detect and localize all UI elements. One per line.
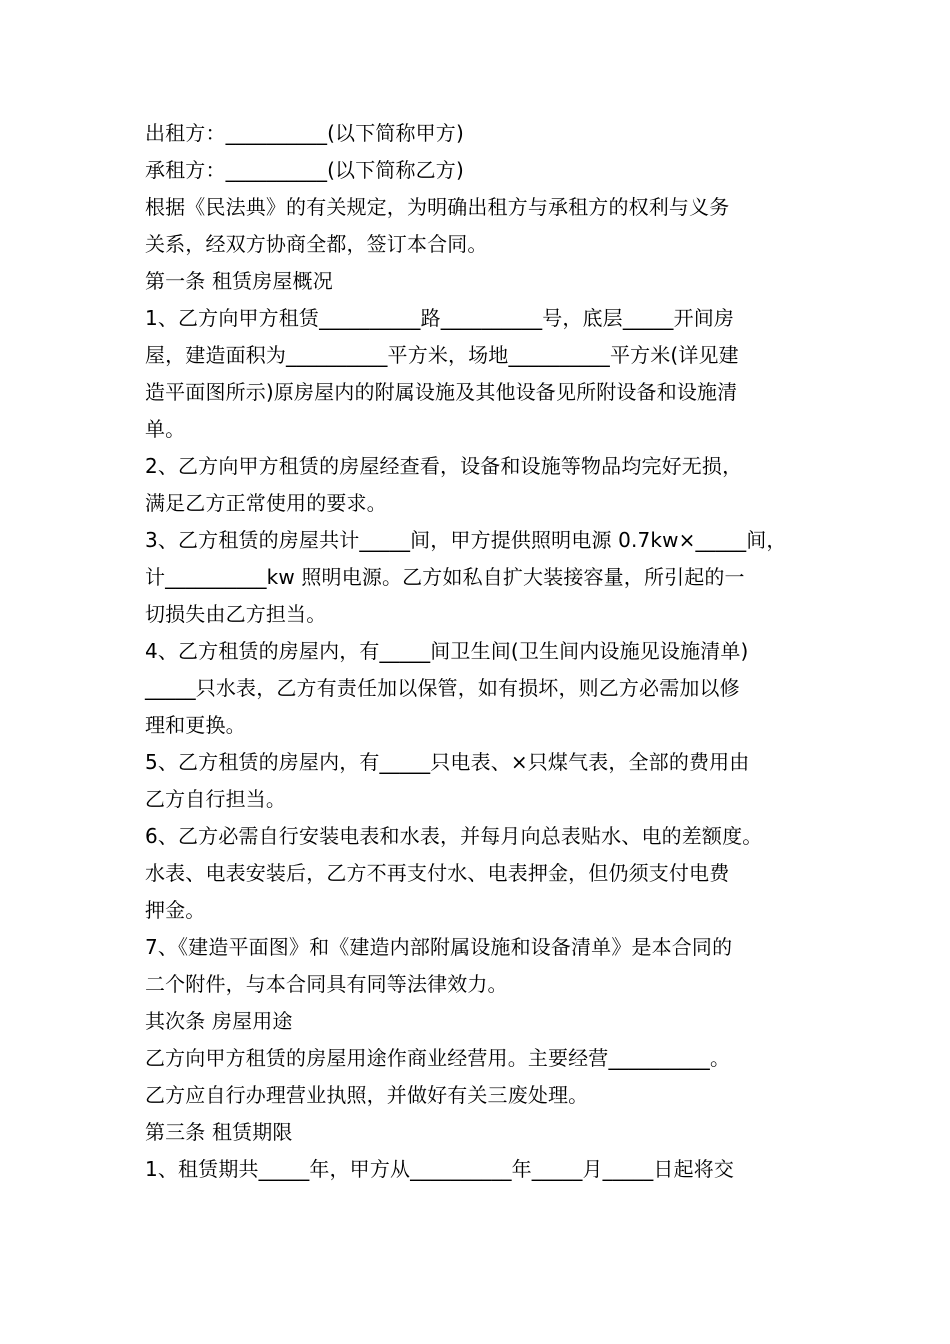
article-2-line-1: 乙方向甲方租赁的房屋用途作商业经营用。主要经营__________。 <box>145 1046 731 1070</box>
clause-1-1-line-2: 屋，建造面积为__________平方米，场地__________平方米(详见建 <box>145 343 739 367</box>
clause-1-5-line-1: 5、乙方租赁的房屋内，有_____只电表、×只煤气表，全部的费用由 <box>145 750 750 774</box>
clause-1-2-line-2: 满足乙方正常使用的要求。 <box>145 491 387 515</box>
clause-1-3-line-1: 3、乙方租赁的房屋共计_____间，甲方提供照明电源 0.7kw×_____间， <box>145 528 787 552</box>
clause-1-6-line-1: 6、乙方必需自行安装电表和水表，并每月向总表贴水、电的差额度。 <box>145 824 763 848</box>
article-2-line-2: 乙方应自行办理营业执照，并做好有关三废处理。 <box>145 1083 589 1107</box>
lessee-line: 承租方：__________(以下简称乙方) <box>145 158 464 182</box>
clause-1-7-line-2: 二个附件，与本合同具有同等法律效力。 <box>145 972 508 996</box>
preamble-line-2: 关系，经双方协商全都，签订本合同。 <box>145 232 488 256</box>
document-body <box>145 115 815 1188</box>
clause-1-3-line-2: 计__________kw 照明电源。乙方如私自扩大装接容量，所引起的一 <box>145 565 745 589</box>
clause-1-3-line-3: 切损失由乙方担当。 <box>145 602 327 626</box>
clause-1-1-line-4: 单。 <box>145 417 186 441</box>
clause-1-1-line-3: 造平面图所示)原房屋内的附属设施及其他设备见所附设备和设施清 <box>145 380 738 404</box>
article-3-heading: 第三条 租赁期限 <box>145 1120 293 1144</box>
clause-1-4-line-1: 4、乙方租赁的房屋内，有_____间卫生间(卫生间内设施见设施清单) <box>145 639 749 663</box>
clause-1-4-line-2: _____只水表，乙方有责任加以保管，如有损坏，则乙方必需加以修 <box>145 676 740 700</box>
clause-1-2-line-1: 2、乙方向甲方租赁的房屋经查看，设备和设施等物品均完好无损， <box>145 454 743 478</box>
clause-3-1-line-1: 1、租赁期共_____年，甲方从__________年_____月_____日起将交 <box>145 1157 735 1181</box>
clause-1-6-line-2: 水表、电表安装后，乙方不再支付水、电表押金，但仍须支付电费 <box>145 861 730 885</box>
preamble-line-1: 根据《民法典》的有关规定，为明确出租方与承租方的权利与义务 <box>145 195 730 219</box>
article-1-heading: 第一条 租赁房屋概况 <box>145 269 333 293</box>
clause-1-6-line-3: 押金。 <box>145 898 206 922</box>
clause-1-7-line-1: 7、《建造平面图》和《建造内部附属设施和设备清单》是本合同的 <box>145 935 733 959</box>
lessor-line: 出租方：__________(以下简称甲方) <box>145 121 464 145</box>
clause-1-1-line-1: 1、乙方向甲方租赁__________路__________号，底层_____开间房 <box>145 306 735 330</box>
clause-1-4-line-3: 理和更换。 <box>145 713 246 737</box>
clause-1-5-line-2: 乙方自行担当。 <box>145 787 287 811</box>
article-2-heading: 其次条 房屋用途 <box>145 1009 293 1033</box>
